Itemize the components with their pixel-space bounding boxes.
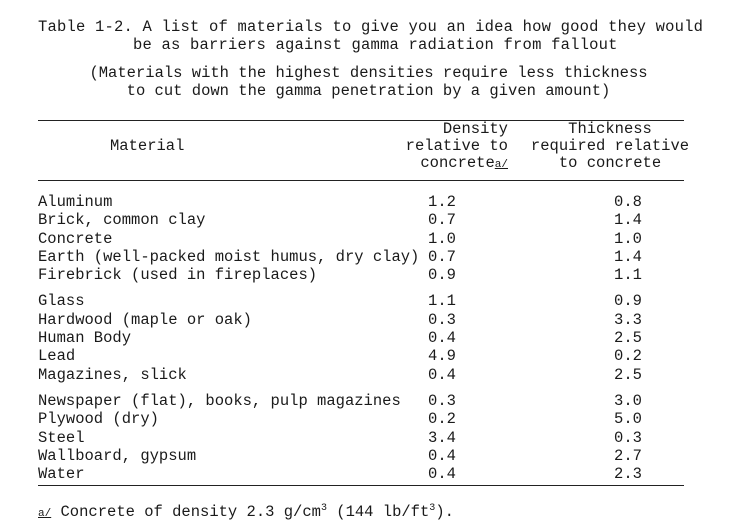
- row-group: [38, 292, 698, 383]
- cell-material: Lead: [38, 347, 76, 366]
- cell-density: 1.0: [428, 229, 456, 248]
- header-density-line-1: Density: [442, 120, 508, 138]
- cell-density: 4.9: [428, 347, 456, 366]
- table-row: [38, 329, 698, 347]
- cell-density: 0.9: [428, 266, 456, 285]
- footnote-sup-2: 3: [429, 503, 436, 514]
- subcaption-line-2: to cut down the gamma penetration by a given amount): [126, 82, 611, 100]
- table-footnote: [38, 499, 454, 524]
- cell-thickness: 1.1: [614, 266, 642, 285]
- table-subcaption: [0, 64, 737, 100]
- footnote-text-after: ).: [435, 503, 454, 522]
- row-group: [38, 392, 698, 483]
- table-row: [38, 366, 698, 384]
- cell-material: Hardwood (maple or oak): [38, 310, 252, 329]
- cell-material: Human Body: [38, 329, 132, 348]
- cell-thickness: 2.5: [614, 365, 642, 384]
- cell-density: 1.1: [428, 292, 456, 311]
- cell-material: Firebrick (used in fireplaces): [38, 266, 318, 285]
- cell-thickness: 0.9: [614, 292, 642, 311]
- cell-material: Aluminum: [38, 193, 113, 211]
- table-row: [38, 410, 698, 428]
- cell-thickness: 1.0: [614, 229, 642, 248]
- cell-density: 0.4: [428, 329, 456, 348]
- table-row: [38, 429, 698, 447]
- table-row: [38, 230, 698, 248]
- header-thickness-line-2: required relative: [530, 137, 690, 155]
- footnote-mark: a/: [38, 508, 52, 521]
- row-group: [38, 193, 698, 284]
- cell-thickness: 1.4: [614, 211, 642, 230]
- cell-material: Glass: [38, 292, 85, 311]
- table-row: [38, 266, 698, 284]
- cell-density: 0.7: [428, 247, 456, 266]
- cell-material: Brick, common clay: [38, 211, 206, 230]
- table-bottom-rule: [38, 485, 684, 486]
- table-row: [38, 193, 698, 211]
- cell-density: 0.2: [428, 410, 456, 429]
- cell-density: 0.4: [428, 446, 456, 465]
- header-thickness-line-1: Thickness: [568, 120, 652, 138]
- cell-density: 0.3: [428, 391, 456, 410]
- cell-thickness: 1.4: [614, 247, 642, 266]
- header-density-line-3: [388, 155, 508, 174]
- cell-thickness: 3.3: [614, 310, 642, 329]
- cell-thickness: 0.3: [614, 428, 642, 447]
- caption-line-1: Table 1-2. A list of materials to give you an idea how good they would: [38, 18, 704, 36]
- cell-thickness: 2.3: [614, 465, 642, 484]
- cell-material: Steel: [38, 428, 85, 447]
- cell-material: Water: [38, 465, 85, 484]
- cell-material: Newspaper (flat), books, pulp magazines: [38, 391, 401, 410]
- footnote-sup-1: 3: [320, 503, 327, 514]
- table-row: [38, 465, 698, 483]
- table-row: [38, 392, 698, 410]
- cell-density: 0.7: [428, 211, 456, 230]
- cell-density: 0.4: [428, 465, 456, 484]
- cell-thickness: 3.0: [614, 391, 642, 410]
- cell-thickness: 2.5: [614, 329, 642, 348]
- cell-density: 0.4: [428, 365, 456, 384]
- table-row: [38, 248, 698, 266]
- cell-material: Plywood (dry): [38, 410, 159, 429]
- table-body: [38, 193, 698, 491]
- header-density-line-3-text: concrete: [420, 154, 495, 172]
- cell-material: Magazines, slick: [38, 365, 187, 384]
- cell-material: Earth (well-packed moist humus, dry clay): [38, 247, 420, 266]
- header-thickness: [530, 121, 690, 172]
- cell-thickness: 0.2: [614, 347, 642, 366]
- footnote-text-middle: (144 lb/ft: [326, 503, 430, 522]
- table-row: [38, 347, 698, 365]
- header-material: Material: [110, 137, 185, 155]
- footnote-text-before: Concrete of density 2.3 g/cm: [51, 503, 321, 522]
- table-row: [38, 292, 698, 310]
- table-row: [38, 447, 698, 465]
- header-footnote-mark: a/: [494, 159, 508, 171]
- cell-density: 0.3: [428, 310, 456, 329]
- cell-material: Concrete: [38, 229, 113, 248]
- cell-material: Wallboard, gypsum: [38, 446, 197, 465]
- table-row: [38, 311, 698, 329]
- caption-line-2: be as barriers against gamma radiation from fallout: [133, 36, 618, 54]
- header-thickness-line-3: to concrete: [558, 154, 662, 172]
- table-row: [38, 211, 698, 229]
- cell-thickness: 5.0: [614, 410, 642, 429]
- cell-thickness: 2.7: [614, 446, 642, 465]
- header-density-line-2: relative to: [405, 137, 508, 155]
- table-header-rule: [38, 180, 684, 181]
- cell-density: 1.2: [428, 193, 456, 211]
- cell-thickness: 0.8: [614, 193, 642, 211]
- cell-density: 3.4: [428, 428, 456, 447]
- table-caption: [38, 18, 703, 54]
- header-density: [388, 121, 508, 174]
- subcaption-line-1: (Materials with the highest densities require less thickness: [89, 64, 648, 82]
